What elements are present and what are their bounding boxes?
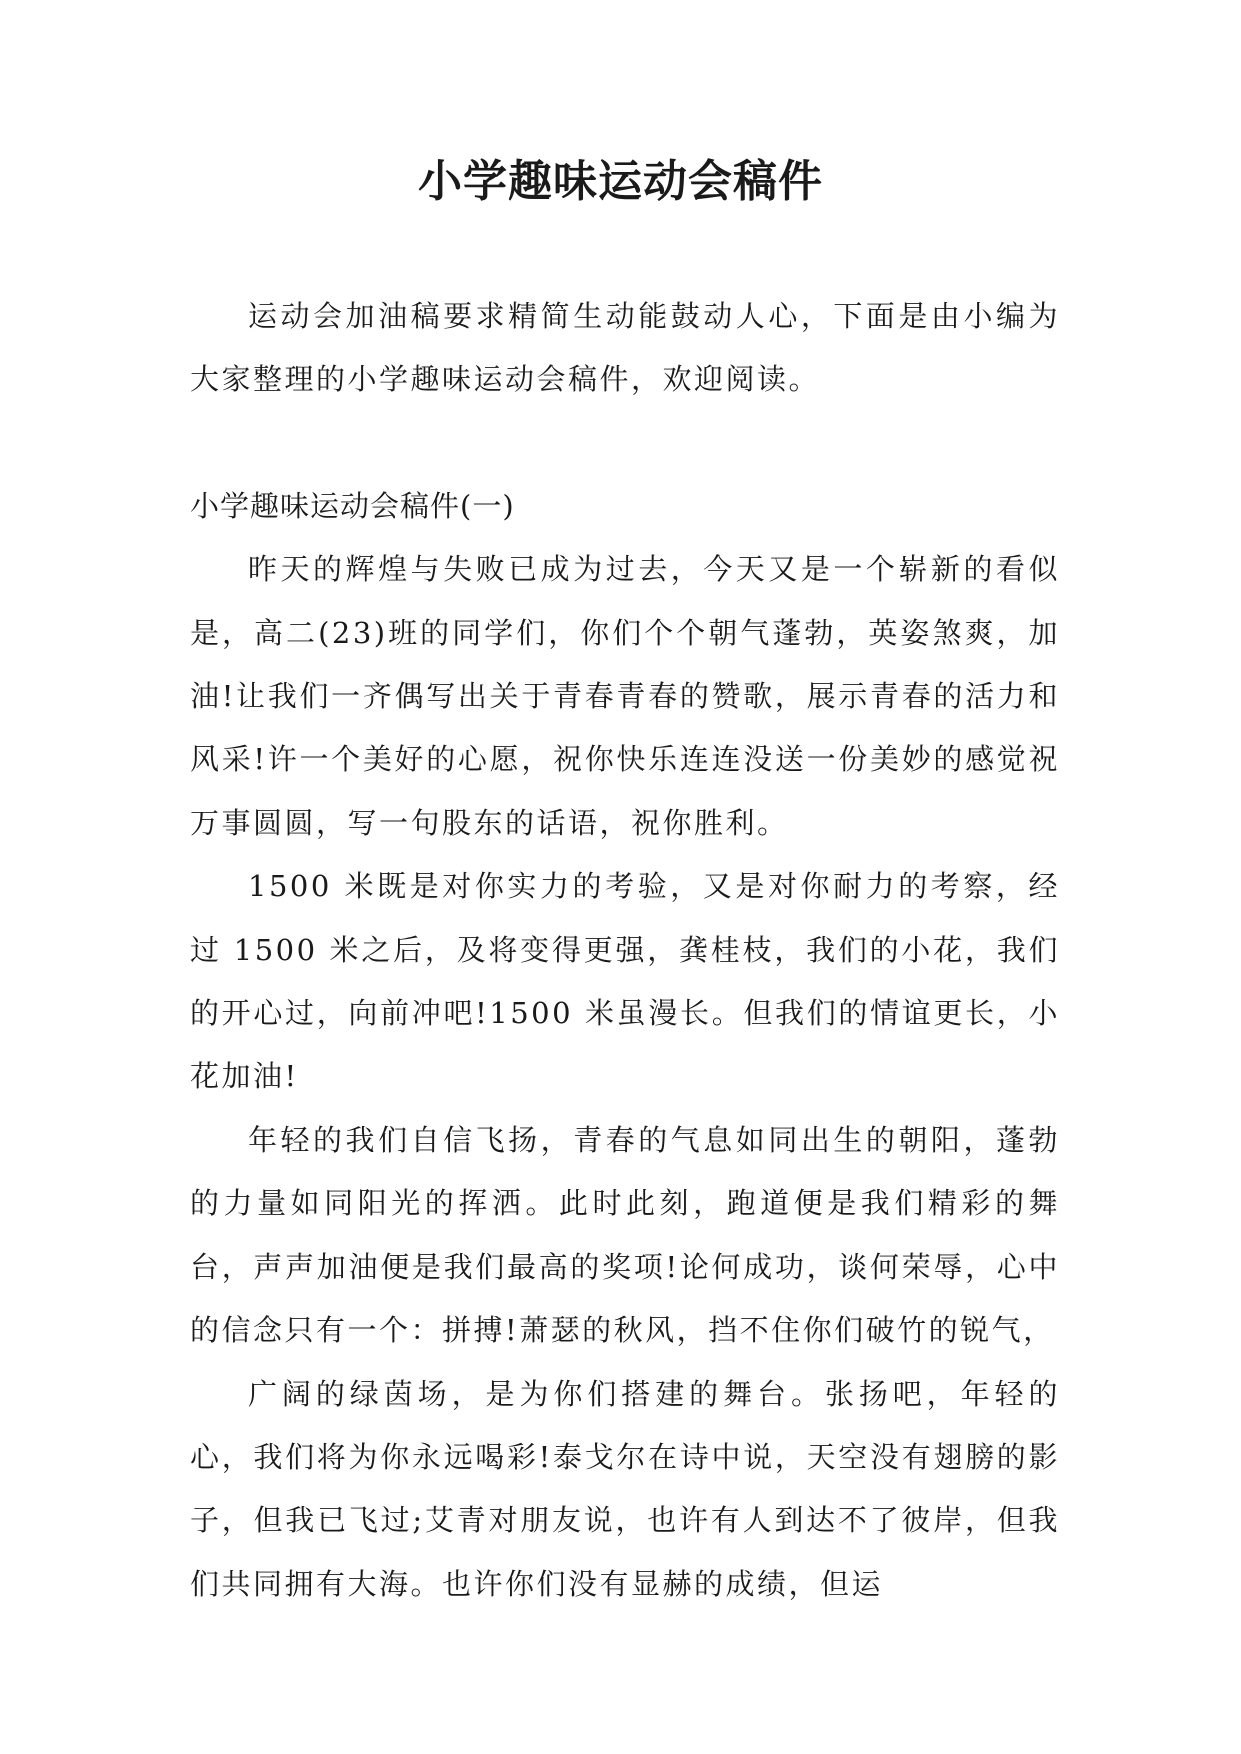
body-paragraph: 广阔的绿茵场，是为你们搭建的舞台。张扬吧，年轻的心，我们将为你永远喝彩!泰戈尔在诗中说，天空没有翅膀的影子，但我已飞过;艾青对朋友说，也许有人到达不了彼岸，但我们共同拥有大海。也许你们没有显赫的成绩，但运: [190, 1376, 1060, 1601]
section-heading: 小学趣味运动会稿件(一): [190, 488, 515, 523]
document-title: 小学趣味运动会稿件: [418, 156, 823, 207]
body-paragraph: 年轻的我们自信飞扬，青春的气息如同出生的朝阳，蓬勃的力量如同阳光的挥洒。此时此刻，跑道便是我们精彩的舞台，声声加油便是我们最高的奖项!论何成功，谈何荣辱，心中的信念只有一个：拼搏!萧瑟的秋风，挡不住你们破竹的锐气，: [190, 1122, 1060, 1348]
intro-paragraph: 运动会加油稿要求精简生动能鼓动人心，下面是由小编为大家整理的小学趣味运动会稿件，欢迎阅读。: [190, 299, 1060, 397]
body-paragraph: 1500 米既是对你实力的考验，又是对你耐力的考察，经过 1500 米之后，及将变得更强，龚桂枝，我们的小花，我们的开心过，向前冲吧!1500 米虽漫长。但我们的情谊更长，小花加油!: [190, 869, 1060, 1094]
body-paragraph: 昨天的辉煌与失败已成为过去，今天又是一个崭新的看似是，高二(23)班的同学们，你们个个朝气蓬勃，英姿煞爽，加油!让我们一齐偶写出关于青春青春的赞歌，展示青春的活力和风采!许一个美好的心愿，祝你快乐连连没送一份美妙的感觉祝万事圆圆，写一句股东的话语，祝你胜利。: [190, 552, 1060, 840]
document-body: [190, 285, 1060, 1616]
